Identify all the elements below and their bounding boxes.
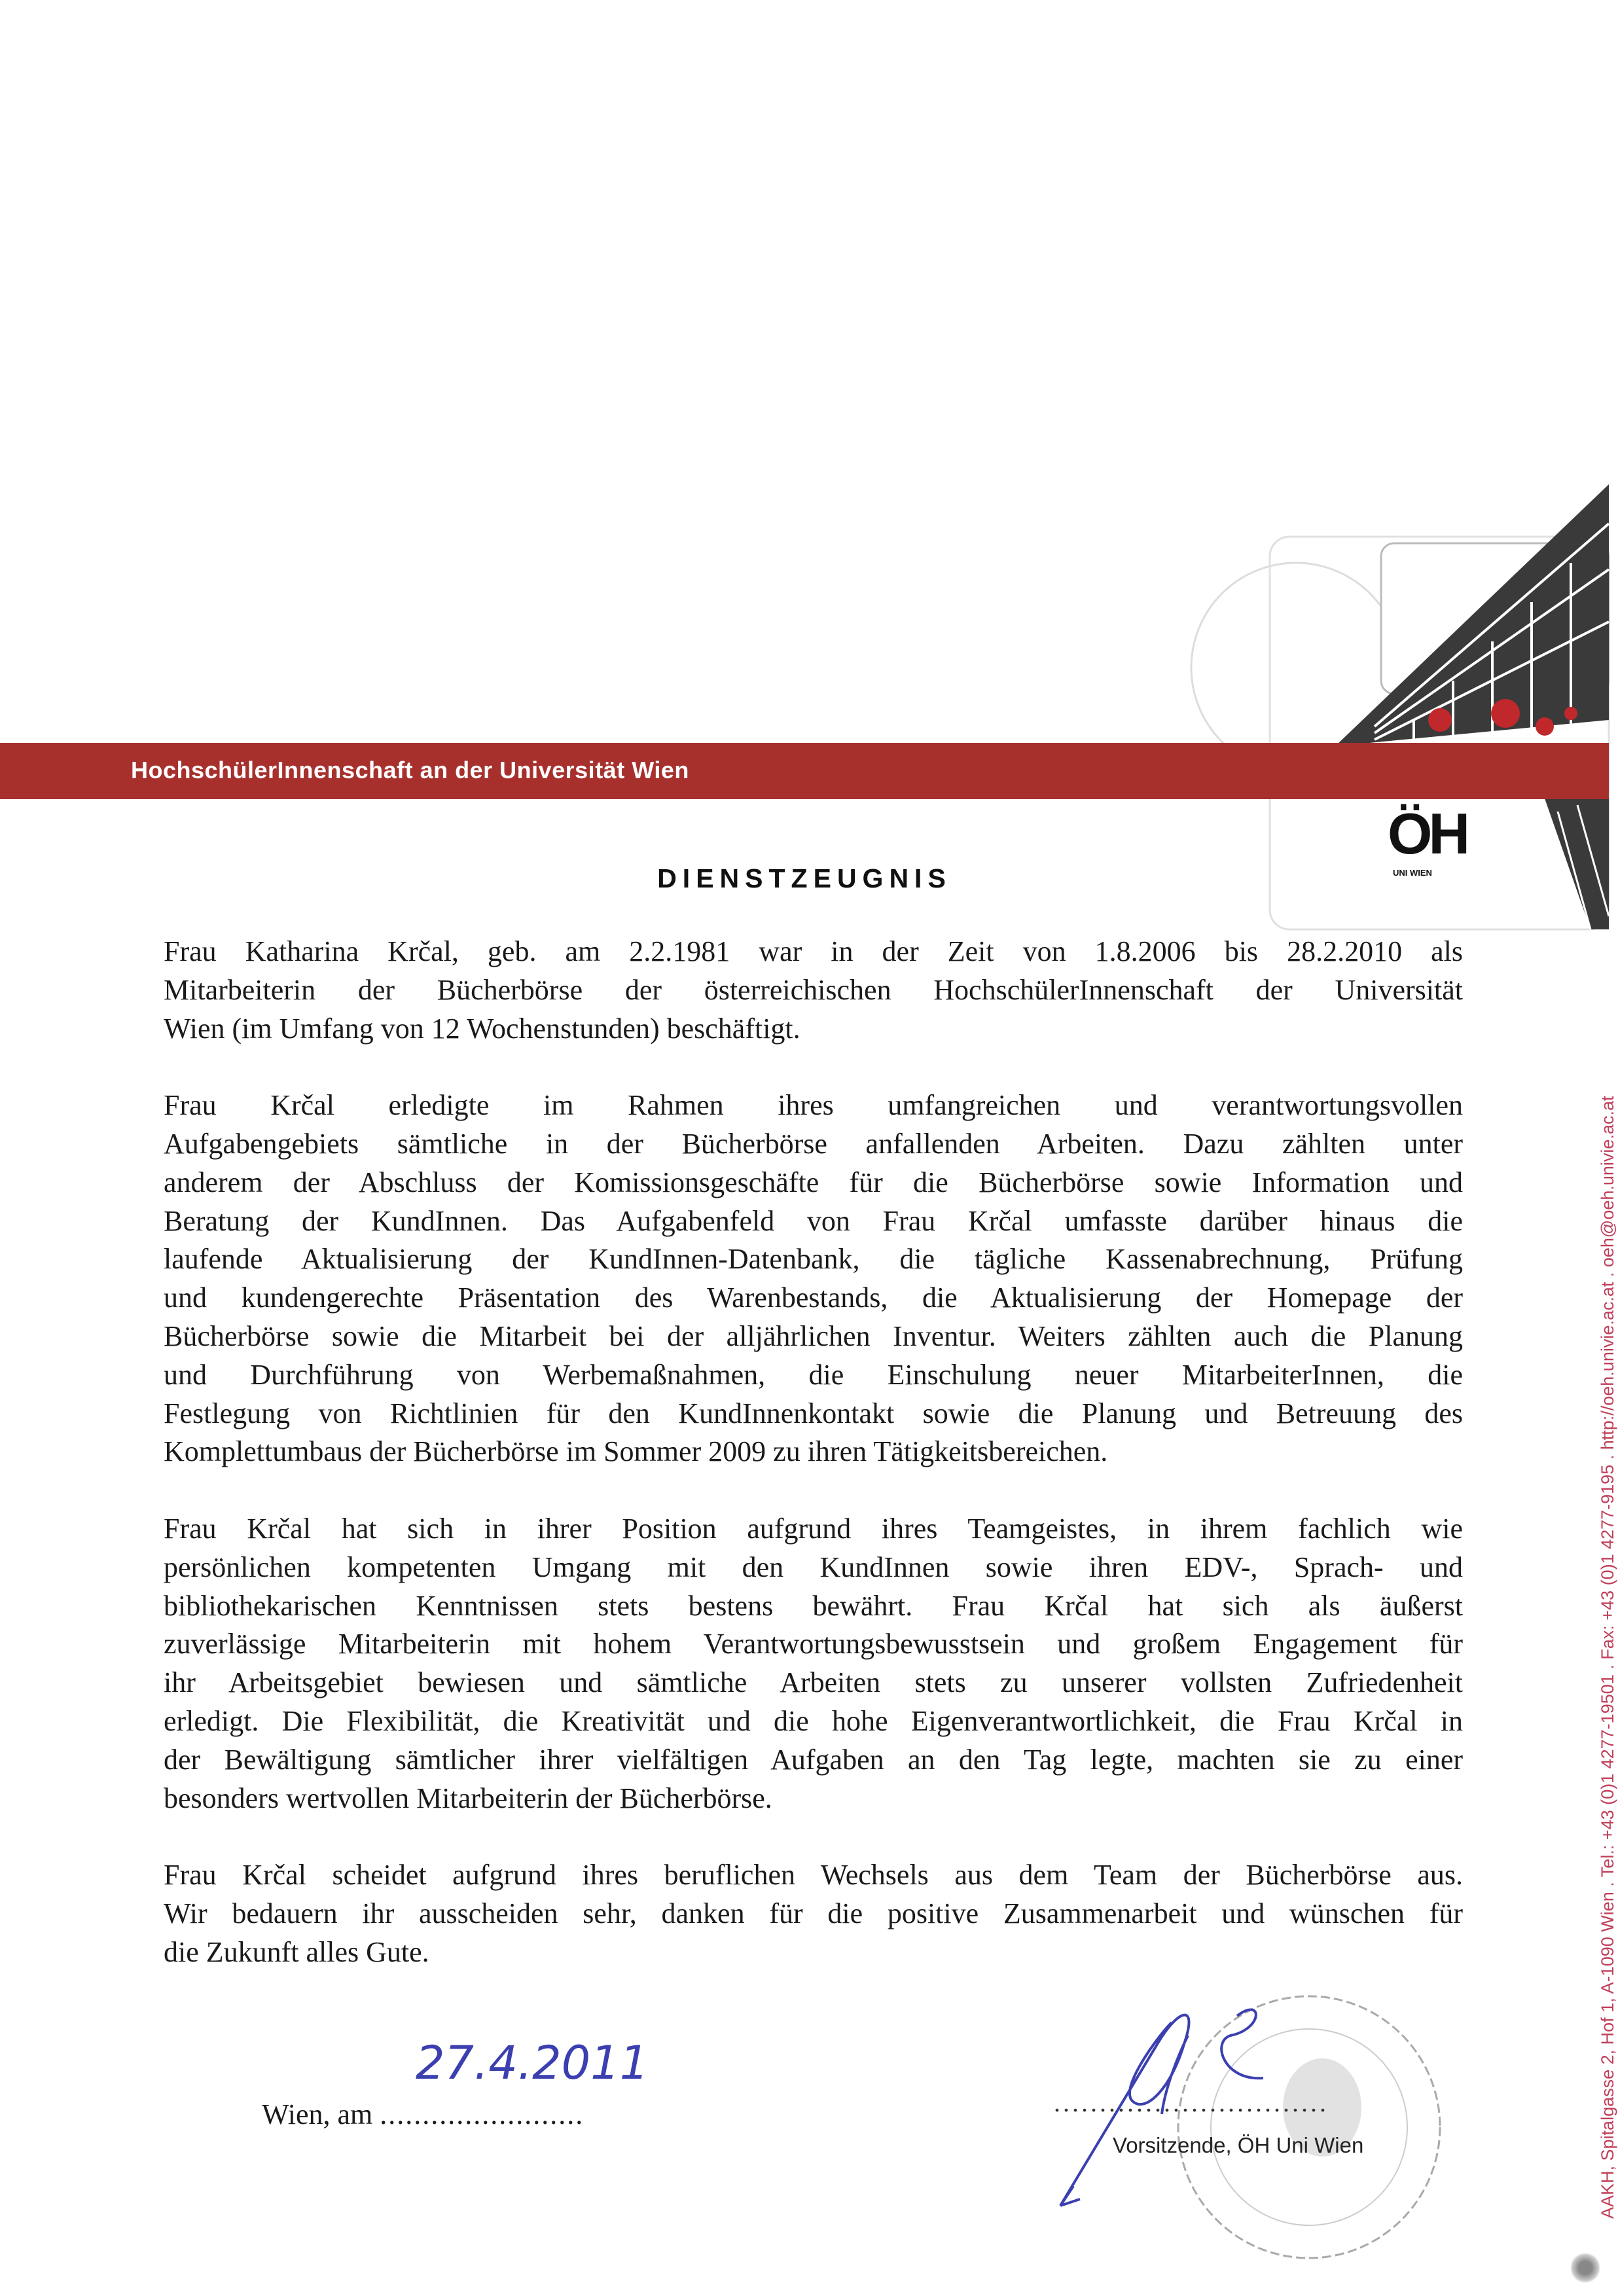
signer-role: Vorsitzende, ÖH Uni Wien — [1113, 2133, 1364, 2157]
eagle-icon — [1571, 2251, 1600, 2284]
text-line: Beratung der KundInnen. Das Aufgabenfeld von Frau Krčal umfasste darüber hinaus die — [164, 1204, 1463, 1237]
handwritten-signature — [1047, 1964, 1309, 2212]
text-line: Wir bedauern ihr ausscheiden sehr, danken für die positive Zusammenarbeit und wünschen für — [164, 1897, 1463, 1929]
organization-name: HochschülerInnenschaft an der Universität Wien — [131, 757, 689, 783]
text-line: der Bewältigung sämtlicher ihrer vielfältigen Aufgaben an den Tag legte, machten sie zu einer — [164, 1743, 1463, 1776]
place-date — [262, 2098, 584, 2132]
document-body — [164, 933, 1463, 2010]
paragraph-closing — [164, 1856, 1463, 1971]
text-line: besonders wertvollen Mitarbeiterin der Bücherbörse. — [164, 1782, 772, 1814]
text-line: bibliothekarischen Kenntnissen stets bestens bewährt. Frau Krčal hat sich als äußerst — [164, 1589, 1463, 1622]
paragraph-duties — [164, 1086, 1463, 1471]
text-line: die Zukunft alles Gute. — [164, 1935, 429, 1968]
text-line: Mitarbeiterin der Bücherbörse der österreichischen HochschülerInnenschaft der Universität — [164, 973, 1463, 1006]
paragraph-employment — [164, 933, 1463, 1048]
text-line: laufende Aktualisierung der KundInnen-Datenbank, die tägliche Kassenabrechnung, Prüfung — [164, 1243, 1463, 1276]
oeh-logo — [1368, 801, 1492, 882]
document-title: DIENSTZEUGNIS — [657, 863, 952, 893]
text-line: Frau Krčal erledigte im Rahmen ihres umfangreichen und verantwortungsvollen — [164, 1089, 1463, 1122]
text-line: und Durchführung von Werbemaßnahmen, die Einschulung neuer MitarbeiterInnen, die — [164, 1358, 1463, 1391]
text-line: Frau Krčal scheidet aufgrund ihres beruflichen Wechsels aus dem Team der Bücherbörse aus. — [164, 1859, 1463, 1892]
text-line: zuverlässige Mitarbeiterin mit hohem Verantwortungsbewusstsein und großem Engagement für — [164, 1628, 1463, 1660]
logo-text: ÖH — [1388, 801, 1466, 866]
signature-line: .............................. — [1054, 2088, 1329, 2117]
text-line: Komplettumbaus der Bücherbörse im Sommer 2009 zu ihren Tätigkeitsbereichen. — [164, 1435, 1108, 1468]
text-line: Frau Krčal hat sich in ihrer Position aufgrund ihres Teamgeistes, in ihrem fachlich wie — [164, 1512, 1463, 1545]
contact-footer: AAKH, Spitalgasse 2, Hof 1, A-1090 Wien . Tel.: +43 (0)1 4277-19501 . Fax: +43 (0)1 4277-9195 . http://oeh.univie.ac.at . oeh@oeh.univie.ac.at — [1598, 1096, 1617, 2219]
paragraph-evaluation — [164, 1510, 1463, 1818]
text-line: anderem der Abschluss der Komissionsgeschäfte für die Bücherbörse sowie Information und — [164, 1166, 1463, 1198]
text-line: und kundengerechte Präsentation des Warenbestands, die Aktualisierung der Homepage der — [164, 1282, 1463, 1314]
text-line: Festlegung von Richtlinien für den KundInnenkontakt sowie die Planung und Betreuung des — [164, 1397, 1463, 1429]
text-line: ihr Arbeitsgebiet bewiesen und sämtliche Arbeiten stets zu unserer vollsten Zufriedenheit — [164, 1666, 1463, 1699]
handwritten-date: 27.4.2011 — [416, 2036, 649, 2090]
text-line: erledigt. Die Flexibilität, die Kreativität und die hohe Eigenverantwortlichkeit, die Frau Krčal in — [164, 1704, 1463, 1737]
text-line: Wien (im Umfang von 12 Wochenstunden) beschäftigt. — [164, 1012, 800, 1045]
text-line: Frau Katharina Krčal, geb. am 2.2.1981 war in der Zeit von 1.8.2006 bis 28.2.2010 als — [164, 935, 1463, 967]
logo-subtext: UNI WIEN — [1393, 868, 1432, 878]
text-line: persönlichen kompetenten Umgang mit den KundInnen sowie ihren EDV-, Sprach- und — [164, 1551, 1463, 1583]
date-dots: ........................ — [380, 2098, 584, 2130]
place-label: Wien, am — [262, 2098, 373, 2130]
text-line: Bücherbörse sowie die Mitarbeit bei der alljährlichen Inventur. Weiters zählten auch die Planung — [164, 1319, 1463, 1352]
text-line: Aufgabengebiets sämtliche in der Bücherbörse anfallenden Arbeiten. Dazu zählten unter — [164, 1127, 1463, 1160]
